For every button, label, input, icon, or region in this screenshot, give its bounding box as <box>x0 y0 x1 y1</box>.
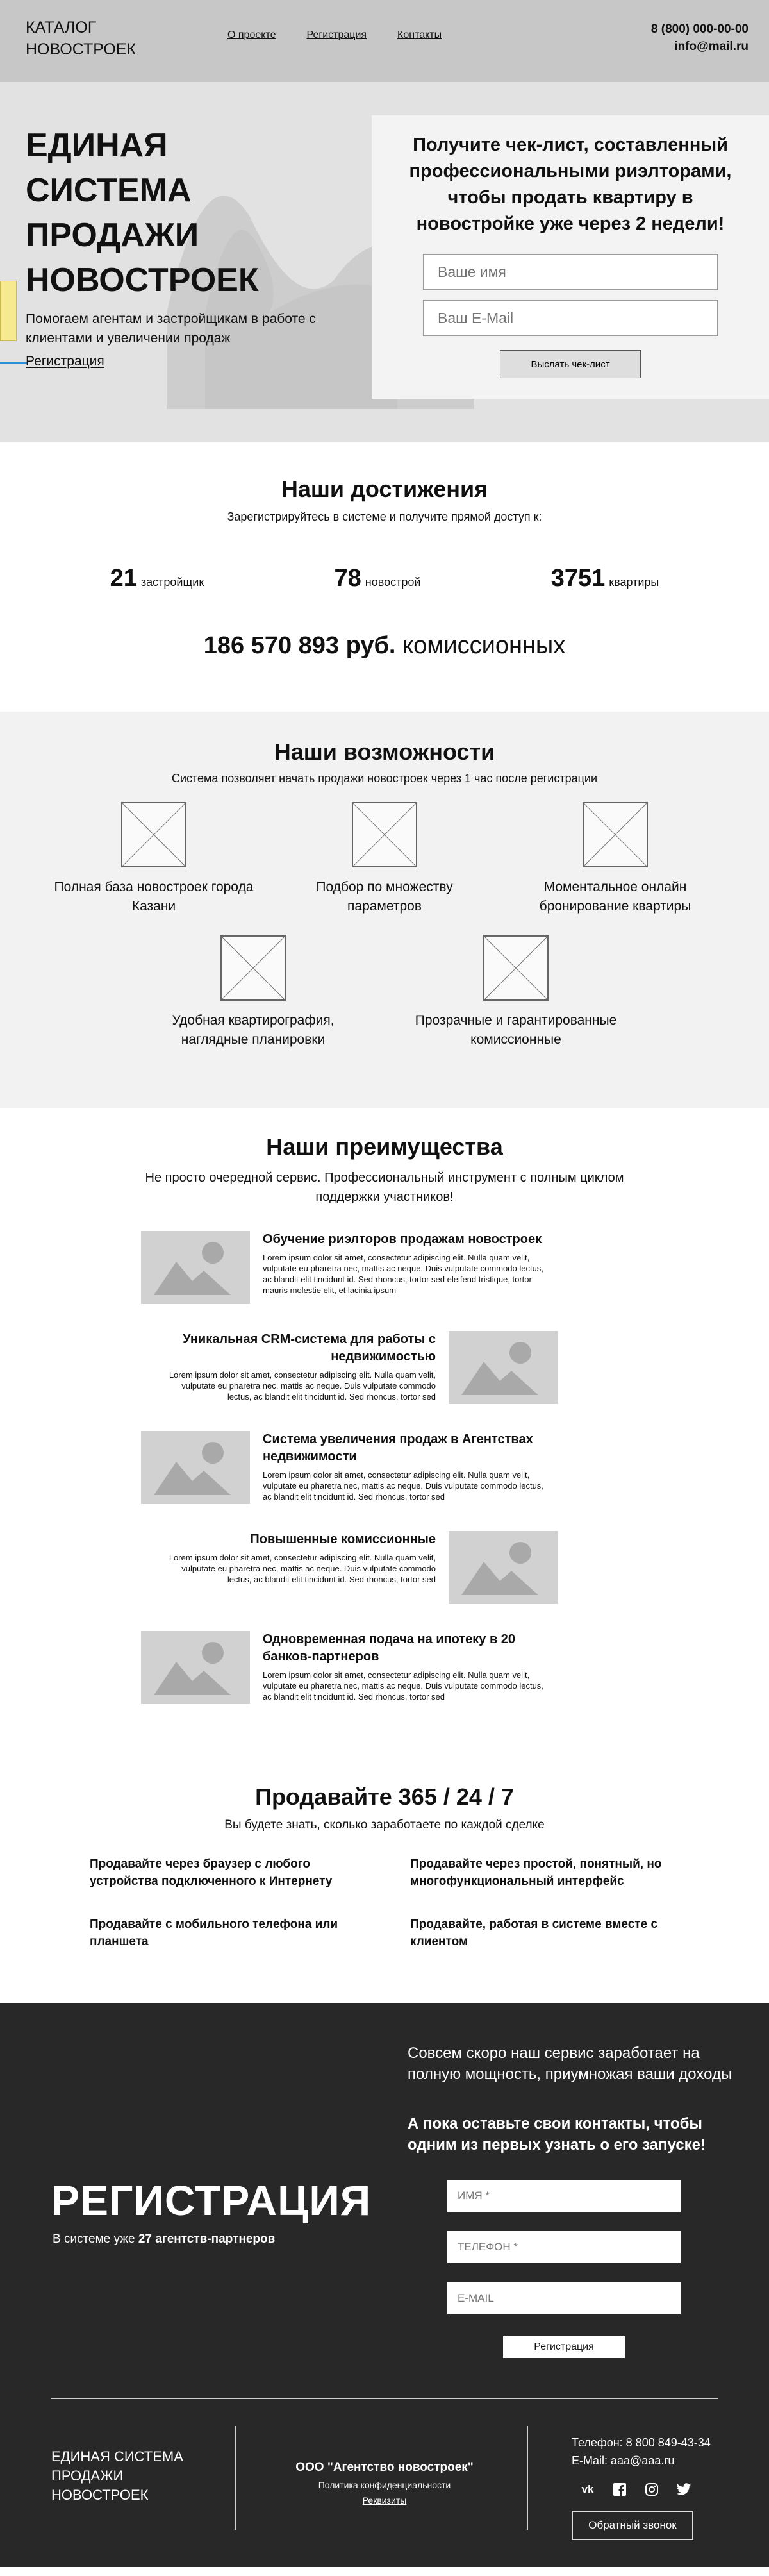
partners-bold: 27 агентств-партнеров <box>138 2232 276 2246</box>
reg-name-input[interactable] <box>447 2180 681 2212</box>
advantage-body: Lorem ipsum dolor sit amet, consectetur adipiscing elit. Nulla quam velit, vulputate eu pharetra nec, mattis ac neque. Duis vulputate commodo lectus, ac blandit elit tincidunt id. Sed rhoncus, tortor sed <box>263 1670 543 1702</box>
sell-subtitle: Вы будете знать, сколько заработаете по каждой сделке <box>224 1818 545 1832</box>
send-checklist-button[interactable]: Выслать чек-лист <box>500 350 641 378</box>
stat-apartments <box>551 565 659 592</box>
advantage-item <box>141 1631 769 1704</box>
advantage-body: Lorem ipsum dolor sit amet, consectetur adipiscing elit. Nulla quam velit, vulputate eu pharetra nec, mattis ac neque. Duis vulputate commodo lectus, ac blandit elit tincidunt id. Sed rhoncus, tortor sed <box>169 1553 436 1584</box>
advantage-title: Система увеличения продаж в Агентствах недвижимости <box>263 1432 533 1464</box>
stat-buildings <box>335 565 421 592</box>
nav-registration[interactable]: Регистрация <box>306 29 367 40</box>
sell-item: Продавайте через браузер с любого устройства подключенного к Интернету <box>90 1857 333 1888</box>
advantage-body: Lorem ipsum dolor sit amet, consectetur adipiscing elit. Nulla quam velit, vulputate eu pharetra nec, mattis ac neque. Duis vulputate commodo lectus, ac blandit elit tincidunt id. Sed rhoncus, tortor sed eleifend tristique, tortor mauris molestie elit, et lacinia ipsum <box>263 1253 543 1295</box>
image-placeholder-icon <box>141 1231 250 1304</box>
instagram-icon[interactable] <box>642 2480 661 2499</box>
email-input[interactable] <box>423 300 718 336</box>
footer-promo: Совсем скоро наш сервис заработает на полную мощность, приумножая ваши доходы <box>408 2045 732 2083</box>
possibilities-title: Наши возможности <box>274 739 495 765</box>
stats-row <box>45 565 724 592</box>
footer-divider <box>51 2398 718 2399</box>
sell-grid <box>90 1855 692 1950</box>
stat-label: новострой <box>365 576 421 589</box>
feature-image-placeholder <box>352 802 417 867</box>
footer-email[interactable]: E-Mail: aaa@aaa.ru <box>572 2454 675 2467</box>
facebook-icon[interactable] <box>610 2480 629 2499</box>
advantage-item <box>0 1331 558 1404</box>
reg-email-input[interactable] <box>447 2282 681 2314</box>
possibilities-subtitle: Система позволяет начать продажи новостроек через 1 час после регистрации <box>171 772 598 785</box>
feature-label: Подбор по множеству параметров <box>316 880 453 914</box>
hero-section <box>0 82 769 442</box>
sell-item: Продавайте через простой, понятный, но многофункциональный интерфейс <box>410 1857 662 1888</box>
commission-total <box>0 632 769 660</box>
partners-count <box>53 2232 275 2246</box>
hero-title: ЕДИНАЯ СИСТЕМА ПРОДАЖИ НОВОСТРОЕК <box>26 127 259 299</box>
advantage-title: Уникальная CRM-система для работы с недвижимостью <box>183 1332 436 1364</box>
advantage-body: Lorem ipsum dolor sit amet, consectetur adipiscing elit. Nulla quam velit, vulputate eu pharetra nec, mattis ac neque. Duis vulputate commodo lectus, ac blandit elit tincidunt id. Sed rhoncus, tortor sed <box>263 1470 543 1501</box>
callback-button[interactable]: Обратный звонок <box>572 2511 693 2540</box>
name-input[interactable] <box>423 254 718 290</box>
feature-image-placeholder <box>220 935 286 1001</box>
advantage-title: Повышенные комиссионные <box>250 1532 436 1546</box>
nav-about[interactable]: О проекте <box>227 29 276 40</box>
hero-registration-link[interactable]: Регистрация <box>26 354 104 369</box>
privacy-link[interactable]: Политика конфиденциальности <box>318 2480 451 2490</box>
feature-image-placeholder <box>483 935 549 1001</box>
footer-promo-bold: А пока оставьте свои контакты, чтобы одним из первых узнать о его запуске! <box>408 2115 706 2154</box>
stat-number: 78 <box>334 565 361 592</box>
sell-item: Продавайте с мобильного телефона или планшета <box>90 1918 338 1948</box>
achievements-title: Наши достижения <box>281 476 488 502</box>
feature-item <box>282 802 487 916</box>
header-email[interactable]: info@mail.ru <box>674 40 748 53</box>
partners-prefix: В системе уже <box>53 2232 135 2246</box>
social-links <box>578 2480 693 2499</box>
feature-label: Моментальное онлайн бронирование квартиры <box>539 880 691 914</box>
registration-title: РЕГИСТРАЦИЯ <box>51 2177 372 2224</box>
stat-label: квартиры <box>609 576 659 589</box>
hero-subtitle: Помогаем агентам и застройщикам в работе с клиентами и увеличении продаж <box>26 312 316 346</box>
commission-value: 186 570 893 руб. <box>203 632 396 659</box>
company-name: ООО "Агентство новостроек" <box>295 2461 474 2474</box>
feature-item <box>413 935 618 1050</box>
feature-label: Удобная квартирография, наглядные планировки <box>172 1013 335 1047</box>
footer-vertical-divider <box>235 2426 236 2530</box>
advantage-title: Одновременная подача на ипотеку в 20 банков-партнеров <box>263 1632 516 1664</box>
site-footer <box>0 2003 769 2567</box>
stat-number: 3751 <box>550 565 606 592</box>
image-placeholder-icon <box>449 1531 558 1604</box>
site-logo[interactable]: КАТАЛОГ НОВОСТРОЕК <box>26 19 136 58</box>
footer-phone[interactable]: Телефон: 8 800 849-43-34 <box>572 2436 711 2449</box>
features-row-2 <box>38 935 731 1050</box>
header-phone[interactable]: 8 (800) 000-00-00 <box>650 22 748 36</box>
advantages-section <box>0 1108 769 1781</box>
sticky-note-decoration <box>0 281 17 341</box>
header-contacts <box>651 21 748 55</box>
advantage-item <box>141 1231 769 1304</box>
stat-developers <box>110 565 204 592</box>
advantage-body: Lorem ipsum dolor sit amet, consectetur adipiscing elit. Nulla quam velit, vulputate eu pharetra nec, mattis ac neque. Duis vulputate commodo lectus, ac blandit elit tincidunt id. Sed rhoncus, tortor sed <box>169 1370 436 1401</box>
advantages-title: Наши преимущества <box>266 1133 503 1160</box>
advantages-list <box>0 1231 769 1704</box>
main-nav <box>227 29 442 41</box>
feature-label: Полная база новостроек города Казани <box>54 880 254 914</box>
features-row-1 <box>38 802 731 916</box>
twitter-icon[interactable] <box>674 2480 693 2499</box>
feature-item <box>151 935 356 1050</box>
image-placeholder-icon <box>141 1431 250 1504</box>
requisites-link[interactable]: Реквизиты <box>362 2495 407 2505</box>
image-placeholder-icon <box>141 1631 250 1704</box>
vk-icon[interactable]: vk <box>581 2483 594 2495</box>
sell-item: Продавайте, работая в системе вместе с клиентом <box>410 1918 658 1948</box>
footer-company-info <box>237 2461 532 2505</box>
image-placeholder-icon <box>449 1331 558 1404</box>
feature-item <box>51 802 256 916</box>
advantage-item <box>141 1431 769 1504</box>
reg-phone-input[interactable] <box>447 2231 681 2263</box>
stat-number: 21 <box>110 565 137 592</box>
advantage-title: Обучение риэлторов продажам новостроек <box>263 1232 542 1246</box>
advantages-subtitle: Не просто очередной сервис. Профессиональный инструмент с полным циклом поддержки участников! <box>145 1171 624 1204</box>
footer-contacts <box>572 2434 711 2470</box>
advantage-item <box>0 1531 558 1604</box>
checklist-form <box>372 115 769 399</box>
feature-label: Прозрачные и гарантированные комиссионные <box>415 1013 617 1047</box>
site-header <box>0 0 769 82</box>
sell-title: Продавайте 365 / 24 / 7 <box>255 1784 514 1810</box>
achievements-section <box>0 442 769 712</box>
register-button[interactable]: Регистрация <box>503 2336 625 2358</box>
feature-image-placeholder <box>121 802 186 867</box>
achievements-subtitle: Зарегистрируйтесь в системе и получите прямой доступ к: <box>227 510 542 523</box>
footer-logo[interactable]: ЕДИНАЯ СИСТЕМА ПРОДАЖИ НОВОСТРОЕК <box>51 2448 183 2503</box>
sell-anytime-section <box>0 1781 769 2003</box>
stat-label: застройщик <box>140 576 204 589</box>
nav-contacts[interactable]: Контакты <box>397 29 442 40</box>
feature-image-placeholder <box>583 802 648 867</box>
commission-label: комиссионных <box>402 632 566 659</box>
feature-item <box>513 802 718 916</box>
possibilities-section <box>0 712 769 1108</box>
arrow-decoration <box>0 362 27 364</box>
checklist-form-title: Получите чек-лист, составленный профессиональными риэлторами, чтобы продать квартиру в новостройке уже через 2 недели! <box>409 135 732 234</box>
